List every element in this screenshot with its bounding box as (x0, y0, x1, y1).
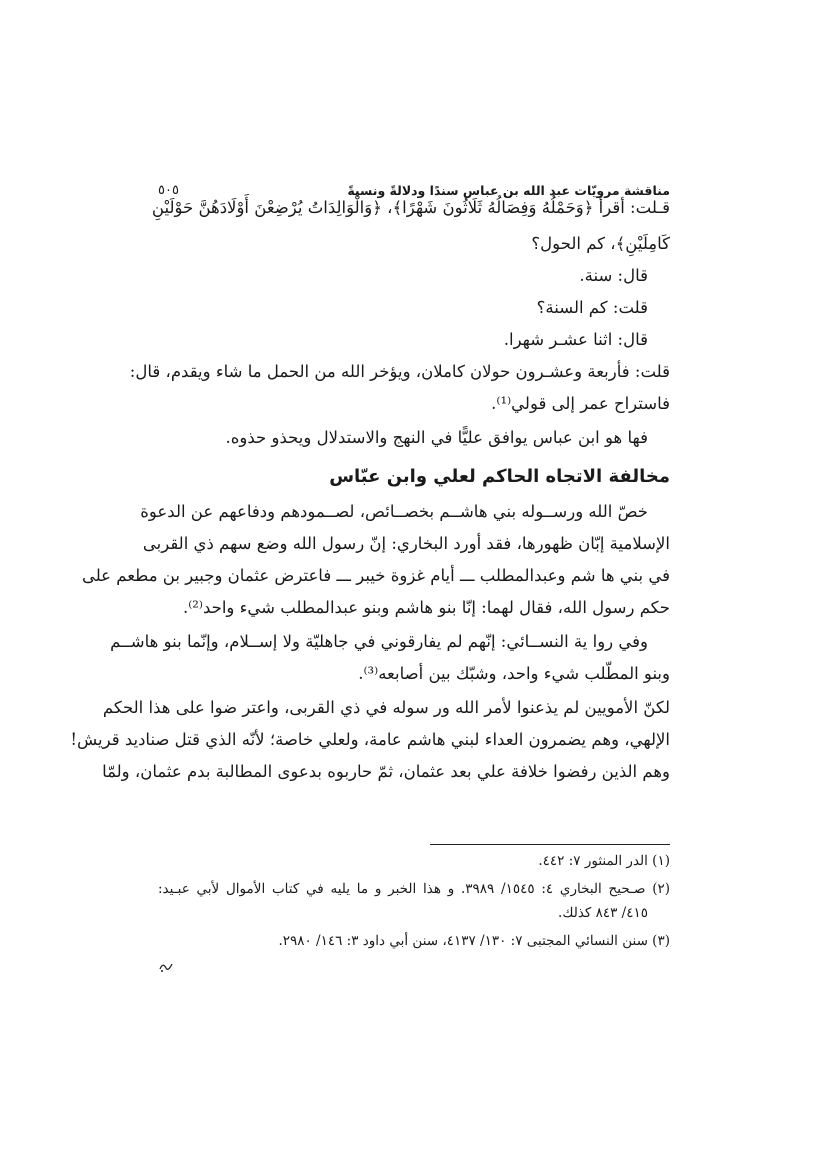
text-line: وبنو المطّلب شيء واحد، وشبّك بين أصابعه⁽³⁾. (358, 664, 670, 683)
text-line: قلت: فأربعة وعشـرون حولان كاملان، ويؤخر الله من الحمل ما شاء ويقدم، قال: (129, 362, 670, 381)
footnote-2-continued: ٤١٥/ ٨٤٣ كذلك. (558, 905, 648, 921)
text-line: قلت: كم السنة؟ (536, 298, 648, 317)
text-line: خصّ الله ورســوله بني هاشــم بخصــائص، لصــمودهم ودفاعهم عن الدعوة (140, 502, 648, 521)
header-title: مناقشة مرويّات عبد الله بن عباس سندًا ودلالةً ونسبةً (347, 183, 670, 198)
text-line: فاستراح عمر إلى قولي⁽¹⁾. (491, 394, 670, 413)
text-line: قال: اثنا عشـر شهرا. (503, 330, 648, 349)
page-end-mark-icon (158, 960, 174, 974)
footnote-2: (٢) صـحيح البخاري ٤: ١٥٤٥/ ٣٩٨٩. و هذا الخبر و ما يليه في كتاب الأموال لأبي عبـيد: (158, 881, 671, 897)
text-line: الإسلامية إبّان ظهورها، فقد أورد البخاري: إنّ رسول الله وضع سهم ذي القربى (142, 534, 670, 553)
footnote-1: (١) الدر المنثور ٧: ٤٤٢. (538, 853, 670, 869)
text-line: قال: سنة. (579, 266, 648, 285)
text-line: كَامِلَيْنِ﴾، كم الحول؟ (531, 234, 670, 253)
section-heading: مخالفة الاتجاه الحاكم لعلي وابن عبّاس (329, 466, 670, 487)
footnote-separator (430, 844, 670, 845)
page-number: ٥٠٥ (158, 183, 179, 198)
text-line: حكم رسول الله، فقال لهما: إنّا بنو هاشم وبنو عبدالمطلب شيء واحد⁽²⁾. (182, 598, 670, 617)
text-line: وفي روا ية النســائي: إنّهم لم يفارقوني في جاهليّة ولا إســلام، وإنّما بنو هاشــم (110, 632, 648, 651)
footnote-3: (٣) سنن النسائي المجتبى ٧: ١٣٠/ ٤١٣٧، سنن أبي داود ٣: ١٤٦/ ٢٩٨٠. (278, 933, 670, 949)
text-line: لكنّ الأمويين لم يذعنوا لأمر الله ور سوله في ذي القربى، واعتر ضوا على هذا الحكم (102, 698, 670, 717)
text-line: وهم الذين رفضوا خلافة علي بعد عثمان، ثمّ حاربوه بدعوى المطالبة بدم عثمان، ولمّا (102, 762, 670, 781)
text-line: الإلهي، وهم يضمرون العداء لبني هاشم عامة، ولعلي خاصة؛ لأنّه الذي قتل صناديد قريش! (70, 730, 670, 749)
text-line: في بني ها شم وعبدالمطلب ـــ أيام غزوة خيبر ـــ فاعترض عثمان وجبير بن مطعم على (81, 566, 670, 585)
text-line: فها هو ابن عباس يوافق عليًّا في النهج والاستدلال ويحذو حذوه. (225, 428, 648, 447)
text-line: قـلت: أقرأ ﴿وَحَمْلُهُ وَفِصَالُهُ ثَلَاثُونَ شَهْرًا﴾، ﴿وَالْوَالِدَاتُ يُرْضِعْنَ أَوْلَادَهُنَّ حَوْلَيْنِ (151, 198, 670, 217)
